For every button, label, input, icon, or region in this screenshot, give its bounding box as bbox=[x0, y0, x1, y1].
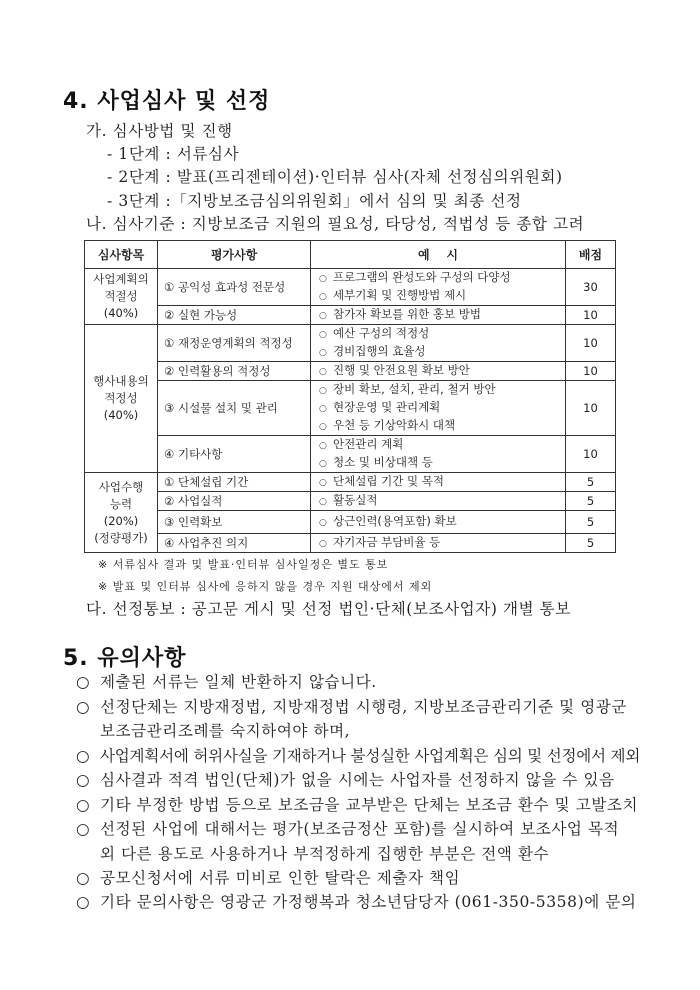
circle-bullet-icon: ○ bbox=[76, 698, 91, 716]
evaluation-criteria-table bbox=[84, 240, 616, 553]
section-5-heading: 5. 유의사항 bbox=[63, 646, 187, 671]
score-cell: 5 bbox=[566, 534, 616, 553]
item-cell: ① 공익성 효과성 전문성 bbox=[158, 269, 311, 306]
examples-cell: ○ 참가자 확보를 위한 홍보 방법 bbox=[311, 306, 566, 325]
step-1: - 1단계 : 서류심사 bbox=[107, 145, 240, 163]
category-cell: 사업계획의 적절성 (40%) bbox=[85, 269, 158, 325]
table-row bbox=[85, 362, 616, 381]
examples-cell: ○ 프로그램의 완성도와 구성의 다양성 ○ 세부기획 및 진행방법 제시 bbox=[311, 269, 566, 306]
header-examples: 예 시 bbox=[311, 241, 566, 269]
circle-bullet-icon: ○ bbox=[76, 796, 91, 814]
bullet-icon: ○ bbox=[319, 422, 327, 432]
notice-item-2: ○ 선정단체는 지방재정법, 지방재정법 시행령, 지방보조금관리기준 및 영광군 bbox=[76, 698, 627, 716]
circle-bullet-icon: ○ bbox=[76, 747, 91, 765]
item-cell: ① 단체설립 기간 bbox=[158, 473, 311, 492]
bullet-icon: ○ bbox=[319, 348, 327, 358]
circle-bullet-icon: ○ bbox=[76, 869, 91, 887]
header-score: 배점 bbox=[566, 241, 616, 269]
notice-item-7: ○ 공모신청서에 서류 미비로 인한 탈락은 제출자 책임 bbox=[76, 869, 461, 887]
circle-bullet-icon: ○ bbox=[76, 771, 91, 789]
item-cell: ④ 기타사항 bbox=[158, 436, 311, 473]
bullet-icon: ○ bbox=[319, 478, 327, 488]
item-cell: ② 사업실적 bbox=[158, 492, 311, 511]
table-row bbox=[85, 534, 616, 553]
category-cell: 행사내용의 적정성 (40%) bbox=[85, 325, 158, 473]
score-cell: 30 bbox=[566, 269, 616, 306]
examples-cell: ○ 안전관리 계획 ○ 청소 및 비상대책 등 bbox=[311, 436, 566, 473]
subsection-ga-label: 가. 심사방법 및 진행 bbox=[86, 122, 233, 140]
bullet-icon: ○ bbox=[319, 311, 327, 321]
score-cell: 10 bbox=[566, 362, 616, 381]
bullet-icon: ○ bbox=[319, 518, 327, 528]
bullet-icon: ○ bbox=[319, 292, 327, 302]
score-cell: 10 bbox=[566, 325, 616, 362]
score-cell: 10 bbox=[566, 381, 616, 436]
table-row bbox=[85, 325, 616, 362]
item-cell: ① 재정운영계획의 적정성 bbox=[158, 325, 311, 362]
bullet-icon: ○ bbox=[319, 459, 327, 469]
table-row bbox=[85, 436, 616, 473]
table-row bbox=[85, 473, 616, 492]
score-cell: 10 bbox=[566, 436, 616, 473]
bullet-icon: ○ bbox=[319, 367, 327, 377]
circle-bullet-icon: ○ bbox=[76, 820, 91, 838]
table-row bbox=[85, 492, 616, 511]
examples-cell: ○ 장비 확보, 설치, 관리, 철거 방안 ○ 현장운영 및 관리계획 ○ 우천 등 기상악화시 대책 bbox=[311, 381, 566, 436]
notice-item-2-cont: 보조금관리조례를 숙지하여야 하며, bbox=[100, 722, 351, 740]
table-row bbox=[85, 306, 616, 325]
notice-item-3: ○ 사업계획서에 허위사실을 기재하거나 불성실한 사업계획은 심의 및 선정에서 제외 bbox=[76, 747, 641, 765]
score-cell: 10 bbox=[566, 306, 616, 325]
notice-item-8: ○ 기타 문의사항은 영광군 가정행복과 청소년담당자 (061-350-5358)에 문의 bbox=[76, 893, 637, 911]
item-cell: ③ 시설물 설치 및 관리 bbox=[158, 381, 311, 436]
notice-item-5: ○ 기타 부정한 방법 등으로 보조금을 교부받은 단체는 보조금 환수 및 고발조치 bbox=[76, 796, 639, 814]
score-cell: 5 bbox=[566, 473, 616, 492]
bullet-icon: ○ bbox=[319, 539, 327, 549]
notice-item-6-cont: 외 다른 용도로 사용하거나 부적정하게 집행한 부분은 전액 환수 bbox=[100, 845, 550, 863]
table-row bbox=[85, 269, 616, 306]
step-3: - 3단계 :「지방보조금심의위원회」에서 심의 및 최종 선정 bbox=[107, 192, 522, 210]
examples-cell: ○ 활동실적 bbox=[311, 492, 566, 511]
table-row bbox=[85, 381, 616, 436]
subsection-na-label: 나. 심사기준 : 지방보조금 지원의 필요성, 타당성, 적법성 등 종합 고려 bbox=[86, 215, 585, 233]
notice-item-6: ○ 선정된 사업에 대해서는 평가(보조금정산 포함)를 실시하여 보조사업 목적 bbox=[76, 820, 620, 838]
examples-cell: ○ 단체설립 기간 및 목적 bbox=[311, 473, 566, 492]
examples-cell: ○ 진행 및 안전요원 확보 방안 bbox=[311, 362, 566, 381]
subsection-da-label: 다. 선정통보 : 공고문 게시 및 선정 법인·단체(보조사업자) 개별 통보 bbox=[86, 600, 571, 618]
examples-cell: ○ 상근인력(용역포함) 확보 bbox=[311, 511, 566, 534]
bullet-icon: ○ bbox=[319, 330, 327, 340]
bullet-icon: ○ bbox=[319, 441, 327, 451]
notice-item-1: ○ 제출된 서류는 일체 반환하지 않습니다. bbox=[76, 673, 377, 691]
note-1: ※ 서류심사 결과 및 발표·인터뷰 심사일정은 별도 통보 bbox=[98, 558, 389, 571]
item-cell: ② 실현 가능성 bbox=[158, 306, 311, 325]
category-cell: 사업수행 능력 (20%) (정량평가) bbox=[85, 473, 158, 553]
bullet-icon: ○ bbox=[319, 274, 327, 284]
table-row bbox=[85, 511, 616, 534]
step-2: - 2단계 : 발표(프리젠테이션)·인터뷰 심사(자체 선정심의위원회) bbox=[107, 168, 563, 186]
circle-bullet-icon: ○ bbox=[76, 893, 91, 911]
item-cell: ④ 사업추진 의지 bbox=[158, 534, 311, 553]
table-header-row bbox=[85, 241, 616, 269]
header-evaluation-item: 평가사항 bbox=[158, 241, 311, 269]
bullet-icon: ○ bbox=[319, 386, 327, 396]
score-cell: 5 bbox=[566, 492, 616, 511]
bullet-icon: ○ bbox=[319, 404, 327, 414]
section-4-heading: 4. 사업심사 및 선정 bbox=[63, 89, 271, 114]
item-cell: ② 인력활용의 적정성 bbox=[158, 362, 311, 381]
notice-item-4: ○ 심사결과 적격 법인(단체)가 없을 시에는 사업자를 선정하지 않을 수 있음 bbox=[76, 771, 615, 789]
note-2: ※ 발표 및 인터뷰 심사에 응하지 않을 경우 지원 대상에서 제외 bbox=[98, 580, 433, 593]
item-cell: ③ 인력확보 bbox=[158, 511, 311, 534]
header-category: 심사항목 bbox=[85, 241, 158, 269]
examples-cell: ○ 자기자금 부담비율 등 bbox=[311, 534, 566, 553]
bullet-icon: ○ bbox=[319, 497, 327, 507]
circle-bullet-icon: ○ bbox=[76, 673, 91, 691]
score-cell: 5 bbox=[566, 511, 616, 534]
examples-cell: ○ 예산 구성의 적정성 ○ 경비집행의 효율성 bbox=[311, 325, 566, 362]
